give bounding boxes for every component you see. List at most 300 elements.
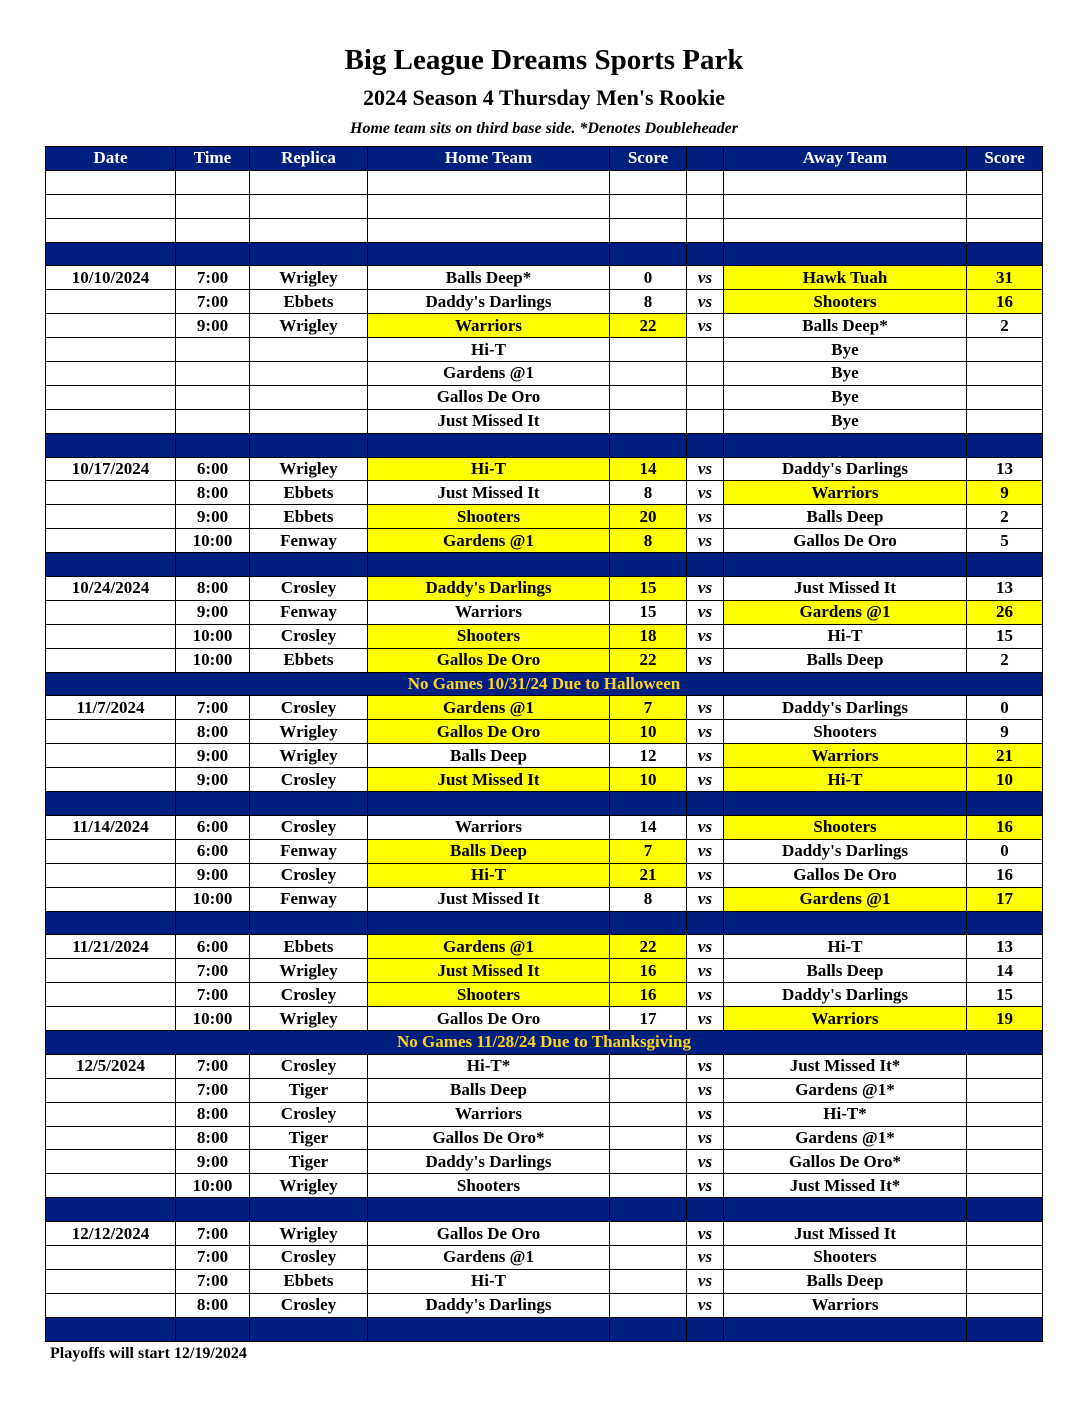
game-date xyxy=(46,1245,176,1269)
game-field: Ebbets xyxy=(250,648,368,672)
game-field: Wrigley xyxy=(250,744,368,768)
game-date xyxy=(46,1174,176,1198)
home-score: 14 xyxy=(610,457,687,481)
home-team: Warriors xyxy=(368,1102,610,1126)
away-score: 16 xyxy=(967,815,1043,839)
vs-label: vs xyxy=(687,481,724,505)
home-score: 22 xyxy=(610,648,687,672)
vs-label: vs xyxy=(687,1126,724,1150)
empty-cell xyxy=(176,194,250,218)
away-team: Balls Deep xyxy=(724,959,967,983)
away-team: Gardens @1 xyxy=(724,600,967,624)
vs-label: vs xyxy=(687,290,724,314)
game-time: 6:00 xyxy=(176,839,250,863)
table-row xyxy=(46,624,1043,648)
home-score: 12 xyxy=(610,744,687,768)
game-time: 7:00 xyxy=(176,1269,250,1293)
vs-label: vs xyxy=(687,457,724,481)
separator-row xyxy=(46,242,1043,266)
table-row xyxy=(46,1007,1043,1031)
away-score: 17 xyxy=(967,887,1043,911)
empty-cell xyxy=(176,433,250,457)
away-team: Gardens @1* xyxy=(724,1126,967,1150)
empty-cell xyxy=(724,170,967,194)
game-date xyxy=(46,863,176,887)
game-field: Tiger xyxy=(250,1126,368,1150)
table-row xyxy=(46,600,1043,624)
game-date xyxy=(46,648,176,672)
game-field: Wrigley xyxy=(250,266,368,290)
game-time: 9:00 xyxy=(176,863,250,887)
table-row xyxy=(46,839,1043,863)
vs-label: vs xyxy=(687,768,724,792)
game-field: Tiger xyxy=(250,1078,368,1102)
empty-cell xyxy=(967,1198,1043,1222)
separator-row xyxy=(46,433,1043,457)
away-score xyxy=(967,1126,1043,1150)
home-team: Shooters xyxy=(368,624,610,648)
empty-cell xyxy=(724,911,967,935)
game-field: Crosley xyxy=(250,624,368,648)
away-score: 16 xyxy=(967,290,1043,314)
table-row xyxy=(46,1222,1043,1246)
game-time: 7:00 xyxy=(176,959,250,983)
vs-label: vs xyxy=(687,1269,724,1293)
table-row xyxy=(46,1054,1043,1078)
vs-label: vs xyxy=(687,720,724,744)
away-score: 9 xyxy=(967,481,1043,505)
col-time-header: Time xyxy=(176,147,250,171)
empty-cell xyxy=(46,218,176,242)
empty-cell xyxy=(610,170,687,194)
game-field xyxy=(250,362,368,386)
home-team: Just Missed It xyxy=(368,959,610,983)
home-team: Warriors xyxy=(368,815,610,839)
empty-cell xyxy=(687,553,724,577)
game-date: 12/5/2024 xyxy=(46,1054,176,1078)
table-row xyxy=(46,959,1043,983)
empty-cell xyxy=(967,218,1043,242)
empty-cell xyxy=(967,1317,1043,1341)
home-score xyxy=(610,362,687,386)
away-team: Balls Deep xyxy=(724,1269,967,1293)
home-team: Gardens @1 xyxy=(368,696,610,720)
game-field: Crosley xyxy=(250,1245,368,1269)
away-team: Warriors xyxy=(724,1007,967,1031)
game-time xyxy=(176,338,250,362)
vs-label: vs xyxy=(687,1222,724,1246)
empty-cell xyxy=(967,553,1043,577)
separator-row xyxy=(46,1198,1043,1222)
away-score xyxy=(967,362,1043,386)
away-score: 2 xyxy=(967,505,1043,529)
away-team: Gardens @1* xyxy=(724,1078,967,1102)
home-team: Gallos De Oro xyxy=(368,1007,610,1031)
empty-cell xyxy=(724,194,967,218)
home-team: Daddy's Darlings xyxy=(368,290,610,314)
empty-cell xyxy=(176,1198,250,1222)
game-field: Fenway xyxy=(250,839,368,863)
game-date: 10/10/2024 xyxy=(46,266,176,290)
table-row xyxy=(46,983,1043,1007)
away-score xyxy=(967,1054,1043,1078)
game-field: Crosley xyxy=(250,1054,368,1078)
home-team: Gallos De Oro xyxy=(368,720,610,744)
vs-label: vs xyxy=(687,1102,724,1126)
empty-cell xyxy=(610,242,687,266)
vs-label: vs xyxy=(687,648,724,672)
empty-cell xyxy=(610,433,687,457)
home-score xyxy=(610,409,687,433)
home-score: 17 xyxy=(610,1007,687,1031)
away-team: Gardens @1 xyxy=(724,887,967,911)
home-team: Hi-T* xyxy=(368,1054,610,1078)
home-score xyxy=(610,1174,687,1198)
game-time: 7:00 xyxy=(176,1245,250,1269)
home-team: Gardens @1 xyxy=(368,529,610,553)
home-score xyxy=(610,1150,687,1174)
game-date xyxy=(46,839,176,863)
away-score: 26 xyxy=(967,600,1043,624)
game-time: 6:00 xyxy=(176,815,250,839)
away-score: 21 xyxy=(967,744,1043,768)
vs-label: vs xyxy=(687,577,724,601)
blank-row xyxy=(46,218,1043,242)
empty-cell xyxy=(176,911,250,935)
separator-row xyxy=(46,553,1043,577)
table-row xyxy=(46,768,1043,792)
vs-label: vs xyxy=(687,1245,724,1269)
empty-cell xyxy=(46,911,176,935)
empty-cell xyxy=(610,553,687,577)
empty-cell xyxy=(687,433,724,457)
home-score: 14 xyxy=(610,815,687,839)
empty-cell xyxy=(610,911,687,935)
away-team: Balls Deep* xyxy=(724,314,967,338)
away-score xyxy=(967,1269,1043,1293)
away-score: 19 xyxy=(967,1007,1043,1031)
home-score xyxy=(610,385,687,409)
game-time: 10:00 xyxy=(176,624,250,648)
game-field: Wrigley xyxy=(250,1007,368,1031)
home-score: 20 xyxy=(610,505,687,529)
game-date xyxy=(46,338,176,362)
home-score: 15 xyxy=(610,600,687,624)
game-date xyxy=(46,1269,176,1293)
home-score: 7 xyxy=(610,696,687,720)
home-team: Daddy's Darlings xyxy=(368,577,610,601)
schedule-body xyxy=(46,170,1043,1341)
empty-cell xyxy=(610,1317,687,1341)
game-date xyxy=(46,1150,176,1174)
game-field xyxy=(250,385,368,409)
away-score: 9 xyxy=(967,720,1043,744)
away-team: Shooters xyxy=(724,1245,967,1269)
empty-cell xyxy=(46,1317,176,1341)
col-home-score-header: Score xyxy=(610,147,687,171)
away-team: Bye xyxy=(724,409,967,433)
empty-cell xyxy=(46,242,176,266)
game-date: 11/21/2024 xyxy=(46,935,176,959)
game-field: Wrigley xyxy=(250,1174,368,1198)
notice-text: No Games 10/31/24 Due to Halloween xyxy=(46,672,1043,696)
table-row xyxy=(46,1245,1043,1269)
game-time xyxy=(176,409,250,433)
away-score: 15 xyxy=(967,983,1043,1007)
vs-label xyxy=(687,362,724,386)
table-row xyxy=(46,481,1043,505)
vs-label: vs xyxy=(687,505,724,529)
vs-label: vs xyxy=(687,887,724,911)
home-score xyxy=(610,1126,687,1150)
table-row xyxy=(46,362,1043,386)
home-team: Hi-T xyxy=(368,1269,610,1293)
empty-cell xyxy=(967,194,1043,218)
home-score xyxy=(610,1054,687,1078)
game-time xyxy=(176,385,250,409)
page-subtitle: 2024 Season 4 Thursday Men's Rookie xyxy=(362,85,726,110)
schedule-table xyxy=(45,146,1043,1342)
separator-row xyxy=(46,911,1043,935)
empty-cell xyxy=(250,242,368,266)
vs-label: vs xyxy=(687,1007,724,1031)
home-score xyxy=(610,1078,687,1102)
table-row xyxy=(46,266,1043,290)
game-field: Wrigley xyxy=(250,1222,368,1246)
table-row xyxy=(46,529,1043,553)
away-team: Gallos De Oro xyxy=(724,529,967,553)
vs-label: vs xyxy=(687,1054,724,1078)
away-score xyxy=(967,338,1043,362)
away-team: Hi-T* xyxy=(724,1102,967,1126)
away-team: Bye xyxy=(724,338,967,362)
vs-label: vs xyxy=(687,314,724,338)
away-team: Warriors xyxy=(724,481,967,505)
game-date xyxy=(46,959,176,983)
away-team: Just Missed It xyxy=(724,1222,967,1246)
empty-cell xyxy=(724,218,967,242)
empty-cell xyxy=(368,194,610,218)
notice-row xyxy=(46,1030,1043,1054)
vs-label: vs xyxy=(687,815,724,839)
game-date xyxy=(46,409,176,433)
away-team: Warriors xyxy=(724,744,967,768)
away-team: Hi-T xyxy=(724,768,967,792)
empty-cell xyxy=(176,553,250,577)
table-row xyxy=(46,720,1043,744)
page-note: Home team sits on third base side. *Denotes Doubleheader xyxy=(350,120,738,137)
home-team: Balls Deep xyxy=(368,744,610,768)
home-team: Balls Deep* xyxy=(368,266,610,290)
game-date xyxy=(46,505,176,529)
game-date xyxy=(46,600,176,624)
game-date xyxy=(46,362,176,386)
home-team: Balls Deep xyxy=(368,1078,610,1102)
game-date: 10/24/2024 xyxy=(46,577,176,601)
home-score: 16 xyxy=(610,959,687,983)
away-score xyxy=(967,409,1043,433)
game-date xyxy=(46,983,176,1007)
table-row xyxy=(46,314,1043,338)
vs-label xyxy=(687,409,724,433)
col-vs-header xyxy=(687,147,724,171)
game-time: 10:00 xyxy=(176,1174,250,1198)
game-time: 9:00 xyxy=(176,1150,250,1174)
playoffs-note: Playoffs will start 12/19/2024 xyxy=(50,1345,247,1362)
away-team: Daddy's Darlings xyxy=(724,696,967,720)
home-score xyxy=(610,1293,687,1317)
game-time: 9:00 xyxy=(176,768,250,792)
home-score: 10 xyxy=(610,720,687,744)
away-score xyxy=(967,1245,1043,1269)
game-date xyxy=(46,1102,176,1126)
away-score: 2 xyxy=(967,314,1043,338)
home-team: Hi-T xyxy=(368,338,610,362)
home-team: Gardens @1 xyxy=(368,1245,610,1269)
home-team: Shooters xyxy=(368,983,610,1007)
vs-label: vs xyxy=(687,863,724,887)
separator-row xyxy=(46,792,1043,816)
home-score: 22 xyxy=(610,314,687,338)
away-score: 5 xyxy=(967,529,1043,553)
empty-cell xyxy=(368,433,610,457)
empty-cell xyxy=(250,1317,368,1341)
empty-cell xyxy=(46,553,176,577)
game-date xyxy=(46,624,176,648)
away-team: Shooters xyxy=(724,720,967,744)
vs-label xyxy=(687,338,724,362)
away-score xyxy=(967,1150,1043,1174)
vs-label: vs xyxy=(687,696,724,720)
vs-label: vs xyxy=(687,935,724,959)
home-team: Just Missed It xyxy=(368,409,610,433)
table-row xyxy=(46,577,1043,601)
game-date xyxy=(46,1126,176,1150)
game-field: Ebbets xyxy=(250,481,368,505)
home-team: Gallos De Oro xyxy=(368,648,610,672)
away-score: 2 xyxy=(967,648,1043,672)
empty-cell xyxy=(724,433,967,457)
empty-cell xyxy=(368,553,610,577)
empty-cell xyxy=(610,792,687,816)
game-field: Tiger xyxy=(250,1150,368,1174)
away-score xyxy=(967,385,1043,409)
empty-cell xyxy=(368,911,610,935)
vs-label: vs xyxy=(687,1293,724,1317)
game-field: Crosley xyxy=(250,577,368,601)
vs-label: vs xyxy=(687,983,724,1007)
game-date xyxy=(46,1078,176,1102)
away-score: 0 xyxy=(967,839,1043,863)
away-team: Daddy's Darlings xyxy=(724,839,967,863)
empty-cell xyxy=(610,218,687,242)
empty-cell xyxy=(368,242,610,266)
vs-label: vs xyxy=(687,1174,724,1198)
away-team: Daddy's Darlings xyxy=(724,983,967,1007)
away-team: Just Missed It* xyxy=(724,1054,967,1078)
home-score: 18 xyxy=(610,624,687,648)
game-time: 8:00 xyxy=(176,720,250,744)
away-score: 13 xyxy=(967,577,1043,601)
away-score: 10 xyxy=(967,768,1043,792)
away-team: Hi-T xyxy=(724,935,967,959)
game-time: 8:00 xyxy=(176,1126,250,1150)
away-team: Gallos De Oro xyxy=(724,863,967,887)
game-time: 7:00 xyxy=(176,1078,250,1102)
separator-row xyxy=(46,1317,1043,1341)
away-team: Hi-T xyxy=(724,624,967,648)
game-date: 12/12/2024 xyxy=(46,1222,176,1246)
away-score: 0 xyxy=(967,696,1043,720)
empty-cell xyxy=(724,792,967,816)
empty-cell xyxy=(724,553,967,577)
home-team: Gardens @1 xyxy=(368,362,610,386)
game-time: 7:00 xyxy=(176,696,250,720)
game-time: 9:00 xyxy=(176,314,250,338)
home-team: Warriors xyxy=(368,314,610,338)
away-team: Daddy's Darlings xyxy=(724,457,967,481)
game-field: Crosley xyxy=(250,1102,368,1126)
table-row xyxy=(46,696,1043,720)
game-time: 10:00 xyxy=(176,648,250,672)
vs-label: vs xyxy=(687,529,724,553)
game-date xyxy=(46,481,176,505)
vs-label: vs xyxy=(687,624,724,648)
away-score: 14 xyxy=(967,959,1043,983)
game-time xyxy=(176,362,250,386)
game-field: Wrigley xyxy=(250,457,368,481)
blank-row xyxy=(46,194,1043,218)
table-row xyxy=(46,815,1043,839)
empty-cell xyxy=(368,1198,610,1222)
game-date: 10/17/2024 xyxy=(46,457,176,481)
home-score: 8 xyxy=(610,481,687,505)
home-score: 8 xyxy=(610,887,687,911)
game-date xyxy=(46,768,176,792)
empty-cell xyxy=(687,911,724,935)
table-row xyxy=(46,1174,1043,1198)
empty-cell xyxy=(967,170,1043,194)
home-score xyxy=(610,1222,687,1246)
table-row xyxy=(46,1102,1043,1126)
vs-label: vs xyxy=(687,1078,724,1102)
home-team: Shooters xyxy=(368,505,610,529)
game-field: Wrigley xyxy=(250,314,368,338)
empty-cell xyxy=(46,792,176,816)
table-row xyxy=(46,744,1043,768)
header-row xyxy=(46,147,1043,171)
table-row xyxy=(46,1078,1043,1102)
home-score: 7 xyxy=(610,839,687,863)
away-score: 15 xyxy=(967,624,1043,648)
empty-cell xyxy=(176,1317,250,1341)
game-field: Crosley xyxy=(250,768,368,792)
home-score xyxy=(610,338,687,362)
empty-cell xyxy=(250,218,368,242)
away-team: Just Missed It* xyxy=(724,1174,967,1198)
home-team: Warriors xyxy=(368,600,610,624)
vs-label xyxy=(687,385,724,409)
table-row xyxy=(46,887,1043,911)
game-time: 7:00 xyxy=(176,266,250,290)
empty-cell xyxy=(368,218,610,242)
home-score: 10 xyxy=(610,768,687,792)
home-score: 21 xyxy=(610,863,687,887)
game-field: Crosley xyxy=(250,696,368,720)
game-field: Ebbets xyxy=(250,505,368,529)
empty-cell xyxy=(368,792,610,816)
empty-cell xyxy=(176,792,250,816)
